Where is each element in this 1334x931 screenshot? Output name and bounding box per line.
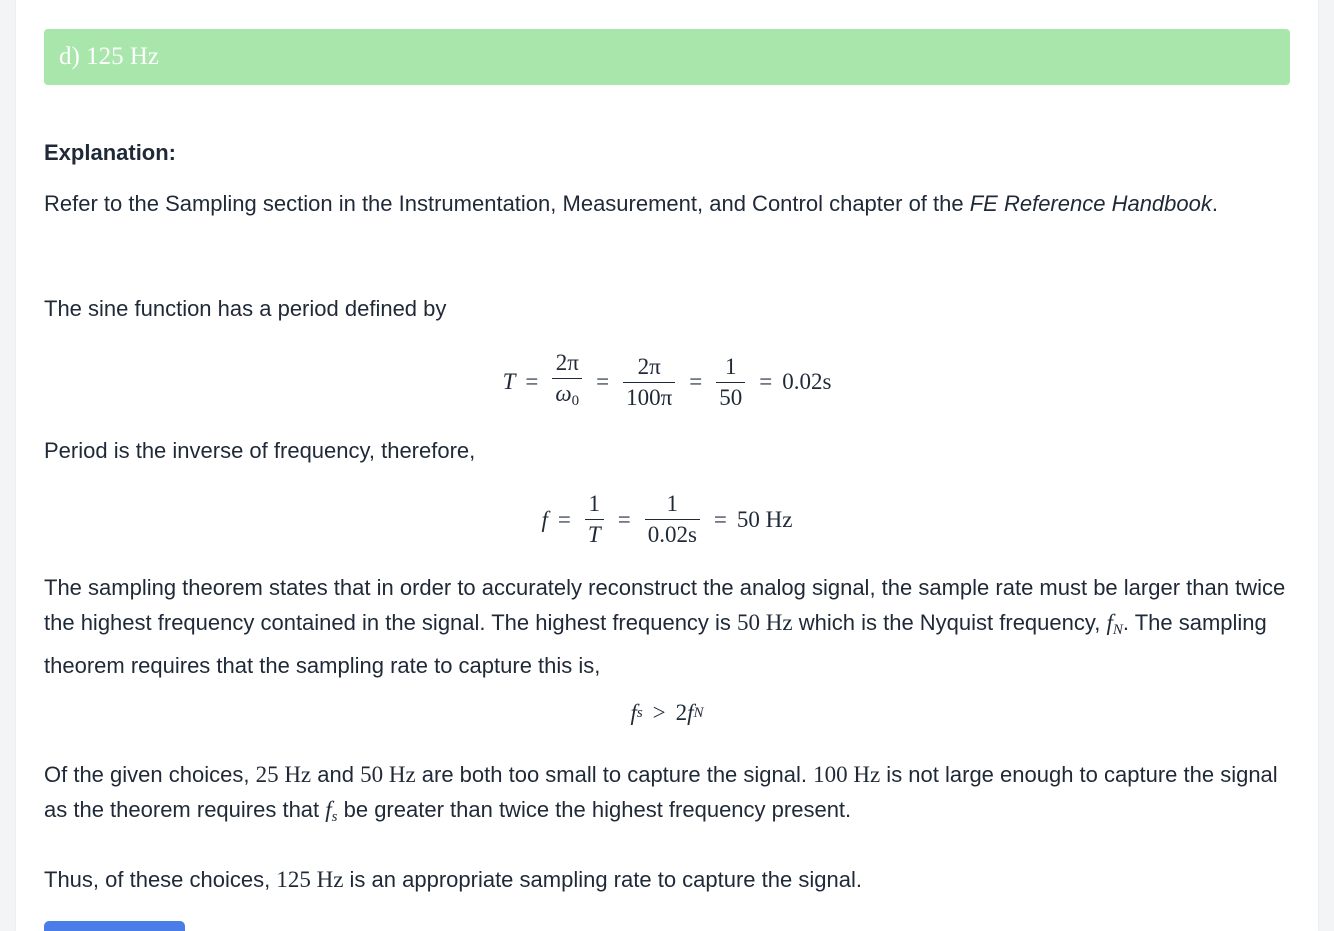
choice-value: 25 Hz (255, 762, 312, 787)
fn-subscript: N (693, 704, 704, 721)
fs-subscript: s (331, 809, 338, 825)
choices-text: be greater than twice the highest frequency present. (337, 797, 852, 822)
omega-subscript: 0 (571, 393, 580, 409)
fn-symbol: f (687, 700, 694, 725)
reference-text: Refer to the Sampling section in the Instrumentation, Measurement, and Control chapter of the (44, 191, 970, 216)
conclusion-value: 125 Hz (276, 867, 344, 892)
fs-symbol: f (630, 700, 637, 725)
frequency-result: 50 Hz (736, 506, 793, 532)
fraction-1-T (585, 491, 604, 548)
inverse-text: Period is the inverse of frequency, therefore, (44, 438, 476, 463)
frequency-lhs: f (541, 506, 548, 532)
theorem-text: The sampling theorem states that in order to accurately reconstruct the analog signal, the sample rate must be larger than twice the highest frequency contained in the signal. The highest frequency is (44, 575, 1286, 635)
period-lhs: T (502, 369, 516, 394)
choices-paragraph (44, 757, 1294, 835)
fs-subscript: s (636, 704, 643, 721)
choice-value: 100 Hz (813, 762, 881, 787)
reference-handbook-title: FE Reference Handbook (969, 191, 1212, 216)
theorem-paragraph (44, 570, 1294, 683)
period-equation: T = $\frac{2\pi}{\omega_0}$ = $\frac{2\pi}{100\pi}$ = $\frac{1}{50}$ = 0.02s (16, 350, 1318, 414)
explanation-card (16, 0, 1318, 931)
choices-text: are both too small to capture the signal. (415, 762, 814, 787)
highest-frequency-value: 50 Hz (737, 610, 793, 635)
conclusion-paragraph (44, 862, 1294, 897)
fraction-1-50 (716, 354, 745, 411)
fraction-2pi-omega (552, 350, 582, 414)
coefficient: 2 (675, 700, 688, 725)
fraction-2pi-100pi (623, 354, 675, 411)
theorem-text: . The sampling theorem requires that the sampling rate to capture this is, (44, 610, 1267, 678)
nyquist-symbol: f (1106, 610, 1113, 635)
greater-than-operator: > (652, 700, 666, 725)
reference-paragraph (44, 186, 1294, 221)
answer-label: d) 125 Hz (59, 43, 159, 70)
reference-period: . (1211, 191, 1218, 216)
conclusion-text: Thus, of these choices, (44, 867, 277, 892)
fraction-numerator: 1 (588, 491, 601, 516)
choices-text: Of the given choices, (44, 762, 256, 787)
period-result: 0.02s (782, 369, 832, 394)
fraction-1-002s (645, 491, 700, 548)
correct-answer-banner (44, 29, 1290, 85)
fraction-denominator: ω (555, 381, 572, 406)
choices-text: and (311, 762, 361, 787)
nyquist-subscript: N (1112, 622, 1123, 638)
choices-text: is not large enough to capture the signal as the theorem requires that (44, 762, 1278, 822)
fraction-numerator: 2π (555, 350, 579, 375)
explanation-heading: Explanation: (44, 140, 177, 165)
period-intro: The sine function has a period defined by (44, 296, 447, 321)
next-button[interactable] (44, 921, 185, 931)
conclusion-text: is an appropriate sampling rate to capture the signal. (343, 867, 862, 892)
theorem-text: which is the Nyquist frequency, (792, 610, 1107, 635)
fraction-denominator: T (585, 519, 604, 548)
frequency-equation: f = $\frac{1}{T}$ = $\frac{1}{0.02s}$ = 50 Hz (541, 491, 793, 547)
fraction-numerator: 1 (724, 353, 737, 379)
fraction-numerator: 2π (637, 353, 661, 379)
fraction-numerator: 1 (666, 491, 679, 516)
fraction-denominator: 50 (716, 382, 745, 411)
sampling-inequality (16, 700, 1318, 726)
fs-symbol: f (325, 797, 332, 822)
choice-value: 50 Hz (360, 762, 416, 787)
fraction-denominator: 0.02s (645, 519, 700, 548)
fraction-denominator: 100π (623, 382, 675, 411)
